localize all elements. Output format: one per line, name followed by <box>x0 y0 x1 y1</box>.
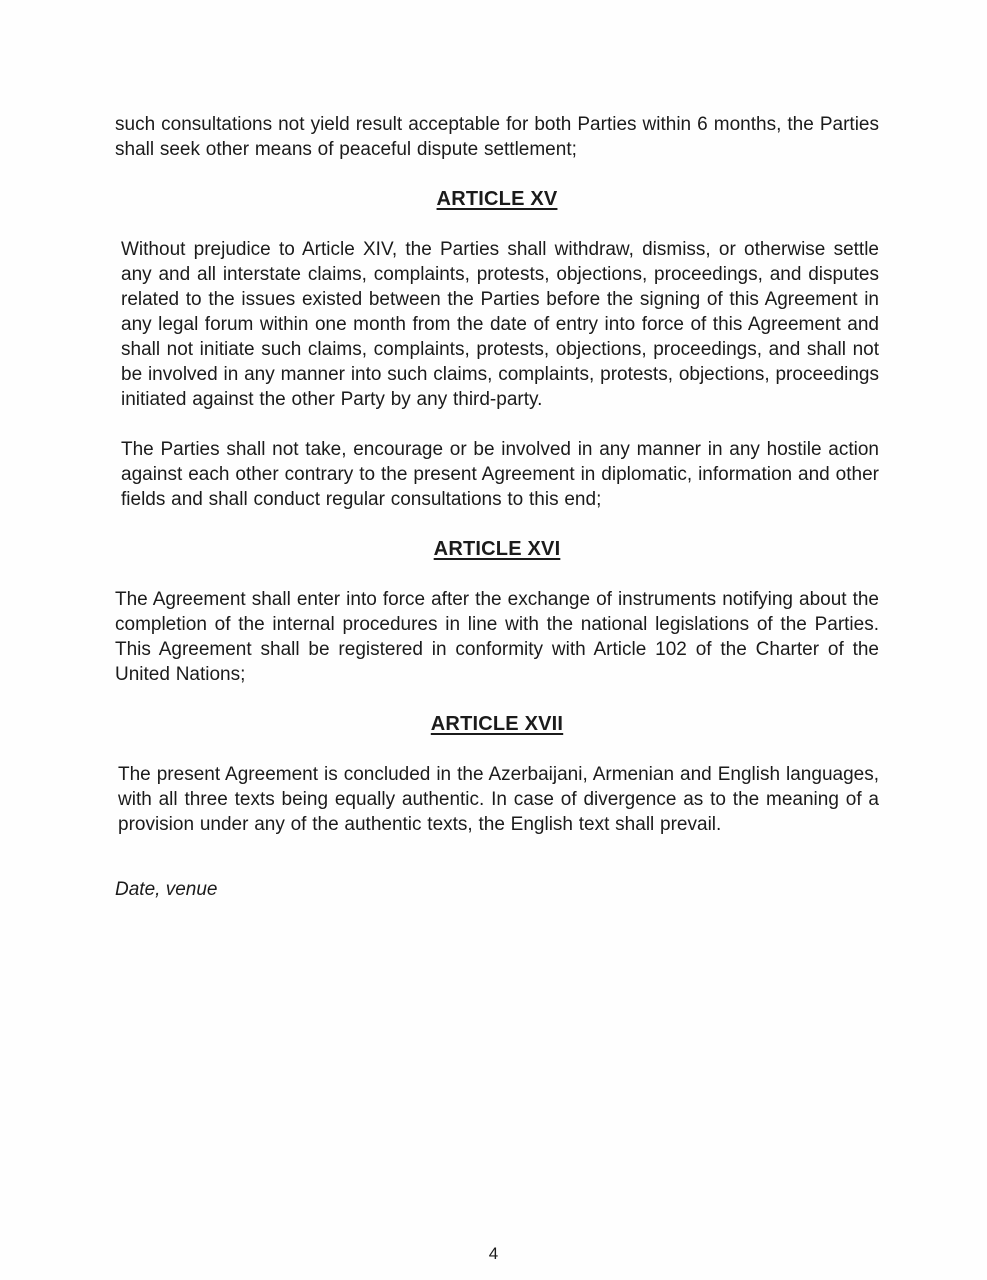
article-xvii-paragraph-1: The present Agreement is concluded in the Azerbaijani, Armenian and English languages, with all three texts being equally authentic. In case of divergence as to the meaning of a provision under any of the authentic texts, the English text shall prevail. <box>118 764 879 835</box>
article-xvi-paragraph-1: The Agreement shall enter into force after the exchange of instruments notifying about the completion of the internal procedures in line with the national legislations of the Parties. This Agreement shall be registered in conformity with Article 102 of the Charter of the United Nations; <box>115 589 879 685</box>
article-xv-paragraph-2: The Parties shall not take, encourage or be involved in any manner in any hostile action against each other contrary to the present Agreement in diplomatic, information and other fields and shall conduct regular consultations to this end; <box>121 439 879 510</box>
article-xvii-heading-text: ARTICLE XVII <box>430 713 564 735</box>
article-xvi-heading-text: ARTICLE XVI <box>433 538 561 560</box>
article-xvi-heading <box>115 537 879 562</box>
article-xv-paragraph-1: Without prejudice to Article XIV, the Parties shall withdraw, dismiss, or otherwise settle any and all interstate claims, complaints, protests, objections, proceedings, and disputes related to the issues existed between the Parties before the signing of this Agreement in any legal forum within one month from the date of entry into force of this Agreement and shall not initiate such claims, complaints, protests, objections, proceedings, and shall not be involved in any manner into such claims, complaints, protests, objections, proceedings initiated against the other Party by any third-party. <box>121 239 879 410</box>
article-xv-heading <box>115 187 879 212</box>
article-xv-heading-text: ARTICLE XV <box>436 188 558 210</box>
date-venue-line: Date, venue <box>115 879 218 900</box>
article-xvii-heading <box>115 712 879 737</box>
page-number: 4 <box>488 1244 499 1263</box>
intro-paragraph: such consultations not yield result acceptable for both Parties within 6 months, the Parties shall seek other means of peaceful dispute settlement; <box>115 114 879 160</box>
